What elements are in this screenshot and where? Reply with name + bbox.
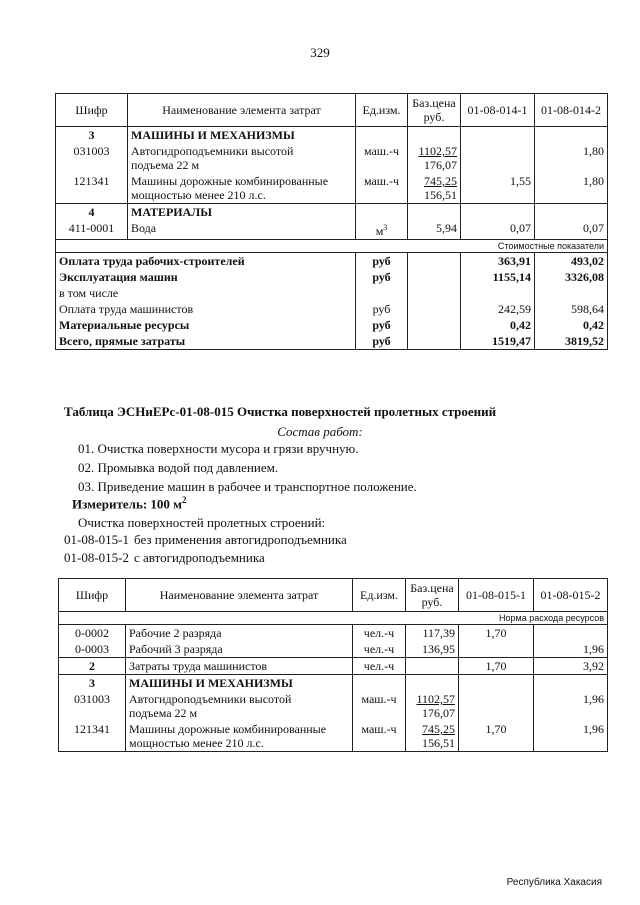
- row-price: 745,25 156,51: [406, 721, 459, 752]
- row-value-1: 1,55: [461, 173, 535, 204]
- row-value-2: 1,96: [534, 641, 608, 658]
- cost-value-2: 3819,52: [535, 333, 608, 350]
- row-code: 121341: [56, 173, 128, 204]
- row-value-2: 0,07: [535, 220, 608, 240]
- cost-row: [56, 333, 608, 350]
- row-value-2: 1,96: [534, 691, 608, 721]
- subheader-row: [59, 612, 608, 625]
- header-unit: Ед.изм.: [353, 579, 406, 612]
- cost-unit: руб: [356, 269, 408, 285]
- header-base-price: Баз.цена руб.: [406, 579, 459, 612]
- table-row: [56, 220, 608, 240]
- header-col-2: 01-08-015-2: [534, 579, 608, 612]
- table-row: [59, 625, 608, 642]
- table-row: [59, 641, 608, 658]
- row-name: Рабочий 3 разряда: [126, 641, 353, 658]
- meter-label: Измеритель: 100 $м^2$: [72, 495, 187, 512]
- section-title: МАТЕРИАЛЫ: [128, 204, 356, 221]
- variants-note: Очистка поверхностей пролетных строений:: [78, 515, 326, 530]
- header-code: Шифр: [59, 579, 126, 612]
- table-title: Таблица ЭСНиЕРс-01-08-015 Очистка поверхностей пролетных строений: [64, 404, 497, 419]
- cost-indicators-label: Стоимостные показатели: [56, 240, 608, 253]
- row-value-2: [534, 625, 608, 642]
- work-list: [78, 439, 417, 496]
- row-name: Вода: [128, 220, 356, 240]
- cost-value-1: 0,42: [461, 317, 535, 333]
- row-code: 031003: [59, 691, 126, 721]
- section-code: 4: [56, 204, 128, 221]
- section-title: МАШИНЫ И МЕХАНИЗМЫ: [126, 675, 353, 692]
- cost-row: [56, 253, 608, 270]
- header-name: Наименование элемента затрат: [128, 94, 356, 127]
- section-code: 3: [59, 675, 126, 692]
- row-price: 1102,57 176,07: [406, 691, 459, 721]
- table-row: [56, 143, 608, 173]
- row-price: 5,94: [408, 220, 461, 240]
- row-value-1: 1,70: [459, 721, 534, 752]
- page-footer: Республика Хакасия: [506, 877, 602, 888]
- row-value-1: [459, 691, 534, 721]
- cost-value-2: 3326,08: [535, 269, 608, 285]
- header-unit: Ед.изм.: [356, 94, 408, 127]
- row-value-1: 1,70: [459, 658, 534, 675]
- row-unit: маш.-ч: [356, 143, 408, 173]
- table-row: [59, 691, 608, 721]
- row-code: 121341: [59, 721, 126, 752]
- row-unit: чел.-ч: [353, 658, 406, 675]
- row-name: Машины дорожные комбинированные мощностью менее 210 л.с.: [128, 173, 356, 204]
- section-code: 2: [59, 658, 126, 675]
- list-item: 03. Приведение машин в рабочее и транспортное положение.: [78, 479, 417, 494]
- row-unit: чел.-ч: [353, 641, 406, 658]
- table-row: [56, 173, 608, 204]
- list-item: 01. Очистка поверхности мусора и грязи вручную.: [78, 441, 359, 456]
- subheader-row: [56, 240, 608, 253]
- table-header-row: [59, 579, 608, 612]
- row-price: 136,95: [406, 641, 459, 658]
- cost-value-2: 0,42: [535, 317, 608, 333]
- row-value-1: 1,70: [459, 625, 534, 642]
- row-price: 117,39: [406, 625, 459, 642]
- section-row: [59, 675, 608, 692]
- row-value-2: 3,92: [534, 658, 608, 675]
- section-row: [56, 204, 608, 221]
- cost-value-1: 242,59: [461, 301, 535, 317]
- cost-value-2: 598,64: [535, 301, 608, 317]
- row-code: 0-0003: [59, 641, 126, 658]
- row-price: 745,25 156,51: [408, 173, 461, 204]
- cost-name: Оплата труда машинистов: [56, 301, 356, 317]
- row-unit: маш.-ч: [353, 691, 406, 721]
- row-code: 031003: [56, 143, 128, 173]
- cost-value-1: 1155,14: [461, 269, 535, 285]
- cost-unit: руб: [356, 301, 408, 317]
- section-row: [59, 658, 608, 675]
- row-value-1: [461, 143, 535, 173]
- cost-unit: руб: [356, 317, 408, 333]
- cost-value-1: 363,91: [461, 253, 535, 270]
- list-item: 01-08-015-2 с автогидроподъемника: [64, 550, 265, 565]
- row-value-1: [459, 641, 534, 658]
- table-row: [59, 721, 608, 752]
- cost-row: [56, 301, 608, 317]
- row-name: Машины дорожные комбинированные мощностью менее 210 л.с.: [126, 721, 353, 752]
- norm-label: Норма расхода ресурсов: [59, 612, 608, 625]
- cost-unit: руб: [356, 333, 408, 350]
- row-unit: чел.-ч: [353, 625, 406, 642]
- row-name: Рабочие 2 разряда: [126, 625, 353, 642]
- list-item: 02. Промывка водой под давлением.: [78, 460, 279, 475]
- row-name: Автогидроподъемники высотой подъема 22 м: [128, 143, 356, 173]
- header-name: Наименование элемента затрат: [126, 579, 353, 612]
- cost-name: Всего, прямые затраты: [56, 333, 356, 350]
- cost-unit: руб: [356, 253, 408, 270]
- row-value-1: 0,07: [461, 220, 535, 240]
- section-title: МАШИНЫ И МЕХАНИЗМЫ: [128, 127, 356, 144]
- row-name: Автогидроподъемники высотой подъема 22 м: [126, 691, 353, 721]
- row-code: 411-0001: [56, 220, 128, 240]
- section-code: 3: [56, 127, 128, 144]
- variants-list: [64, 531, 347, 567]
- cost-table-01-08-014: [55, 93, 608, 350]
- cost-name: Оплата труда рабочих-строителей: [56, 253, 356, 270]
- row-value-2: 1,96: [534, 721, 608, 752]
- table-header-row: [56, 94, 608, 127]
- header-col-1: 01-08-015-1: [459, 579, 534, 612]
- row-price: 1102,57 176,07: [408, 143, 461, 173]
- cost-row: [56, 269, 608, 285]
- header-col-2: 01-08-014-2: [535, 94, 608, 127]
- cost-value-1: 1519,47: [461, 333, 535, 350]
- cost-name: в том числе: [56, 285, 356, 301]
- row-unit: маш.-ч: [353, 721, 406, 752]
- section-row: [56, 127, 608, 144]
- header-base-price: Баз.цена руб.: [408, 94, 461, 127]
- list-item: 01-08-015-1 без применения автогидроподъемника: [64, 532, 347, 547]
- composition-title: Состав работ:: [277, 424, 363, 439]
- row-value-2: 1,80: [535, 173, 608, 204]
- section-title: Затраты труда машинистов: [126, 658, 353, 675]
- header-code: Шифр: [56, 94, 128, 127]
- row-code: 0-0002: [59, 625, 126, 642]
- cost-value-2: 493,02: [535, 253, 608, 270]
- cost-name: Материальные ресурсы: [56, 317, 356, 333]
- row-value-2: 1,80: [535, 143, 608, 173]
- row-unit: маш.-ч: [356, 173, 408, 204]
- cost-row: [56, 285, 608, 301]
- cost-row: [56, 317, 608, 333]
- cost-name: Эксплуатация машин: [56, 269, 356, 285]
- page-number: 329: [310, 45, 330, 60]
- row-unit: $м^3$: [356, 220, 408, 240]
- cost-table-01-08-015: [58, 578, 608, 752]
- header-col-1: 01-08-014-1: [461, 94, 535, 127]
